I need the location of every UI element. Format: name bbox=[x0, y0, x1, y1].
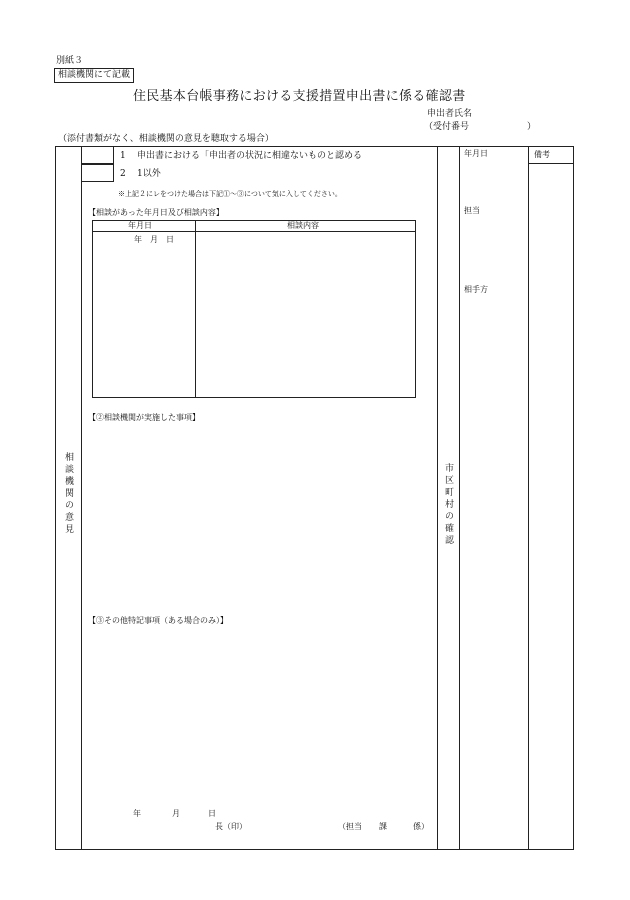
right-staff-label: 担当 bbox=[464, 206, 480, 215]
col-date-header: 年月日 bbox=[128, 221, 152, 230]
city-col-left-divider bbox=[437, 146, 438, 850]
footer-month: 月 bbox=[172, 809, 180, 818]
entry-note-box: 相談機関にて記載 bbox=[54, 68, 134, 83]
footer-staff-close: 係） bbox=[413, 822, 429, 831]
condition-label: （添付書類がなく、相談機関の意見を聴取する場合） bbox=[58, 134, 274, 144]
footer-section: 課 bbox=[379, 822, 387, 831]
right-counterpart-label: 相手方 bbox=[464, 285, 488, 294]
applicant-name-label: 申出者氏名 bbox=[427, 109, 473, 119]
annex-label: 別紙３ bbox=[56, 56, 84, 66]
option1-text: 申出書における「申出者の状況に相違ないものと認める bbox=[137, 151, 363, 161]
remarks-col-divider bbox=[528, 146, 529, 850]
option2-checkbox[interactable] bbox=[81, 164, 114, 182]
right-date-label: 年月日 bbox=[464, 149, 488, 158]
section1-heading: 【相談があった年月日及び相談内容】 bbox=[88, 208, 224, 217]
page-title: 住民基本台帳事務における支援措置申出書に係る確認書 bbox=[133, 89, 466, 104]
consultation-table-header-line bbox=[92, 231, 416, 232]
receipt-number-label: （受付番号 bbox=[424, 122, 470, 132]
section3-field[interactable] bbox=[88, 630, 433, 800]
city-col-right-divider bbox=[459, 146, 460, 850]
remarks-header-line bbox=[528, 163, 574, 164]
option1-number: 1 bbox=[120, 151, 126, 161]
footer-staff-open: （担当 bbox=[338, 822, 362, 831]
date-placeholder: 年 月 日 bbox=[134, 235, 174, 244]
section2-heading: 【②相談機関が実施した事項】 bbox=[88, 413, 200, 422]
consultation-table-divider bbox=[195, 220, 196, 398]
remarks-label: 備考 bbox=[534, 150, 550, 159]
footer-year: 年 bbox=[133, 809, 141, 818]
footer-chief-seal: 長（印） bbox=[215, 822, 247, 831]
city-confirmation-label: 市区町村の確認 bbox=[443, 463, 453, 547]
consult-org-opinion-label: 相談機関の意見 bbox=[63, 452, 73, 536]
receipt-number-close: ） bbox=[527, 122, 537, 132]
option2-number: 2 bbox=[120, 169, 126, 179]
section3-heading: 【③その他特記事項（ある場合のみ）】 bbox=[88, 616, 228, 625]
col-content-header: 相談内容 bbox=[287, 221, 319, 230]
option1-checkbox[interactable] bbox=[81, 146, 114, 164]
left-col-divider bbox=[81, 146, 82, 850]
section2-field[interactable] bbox=[88, 428, 433, 608]
footer-day: 日 bbox=[208, 809, 216, 818]
consult-content-field[interactable] bbox=[198, 234, 413, 394]
option2-text: 1以外 bbox=[137, 169, 161, 179]
instruction-note: ※上記２にレをつけた場合は下記①～③について気に入してください。 bbox=[118, 190, 342, 198]
consult-date-field[interactable] bbox=[96, 246, 192, 394]
